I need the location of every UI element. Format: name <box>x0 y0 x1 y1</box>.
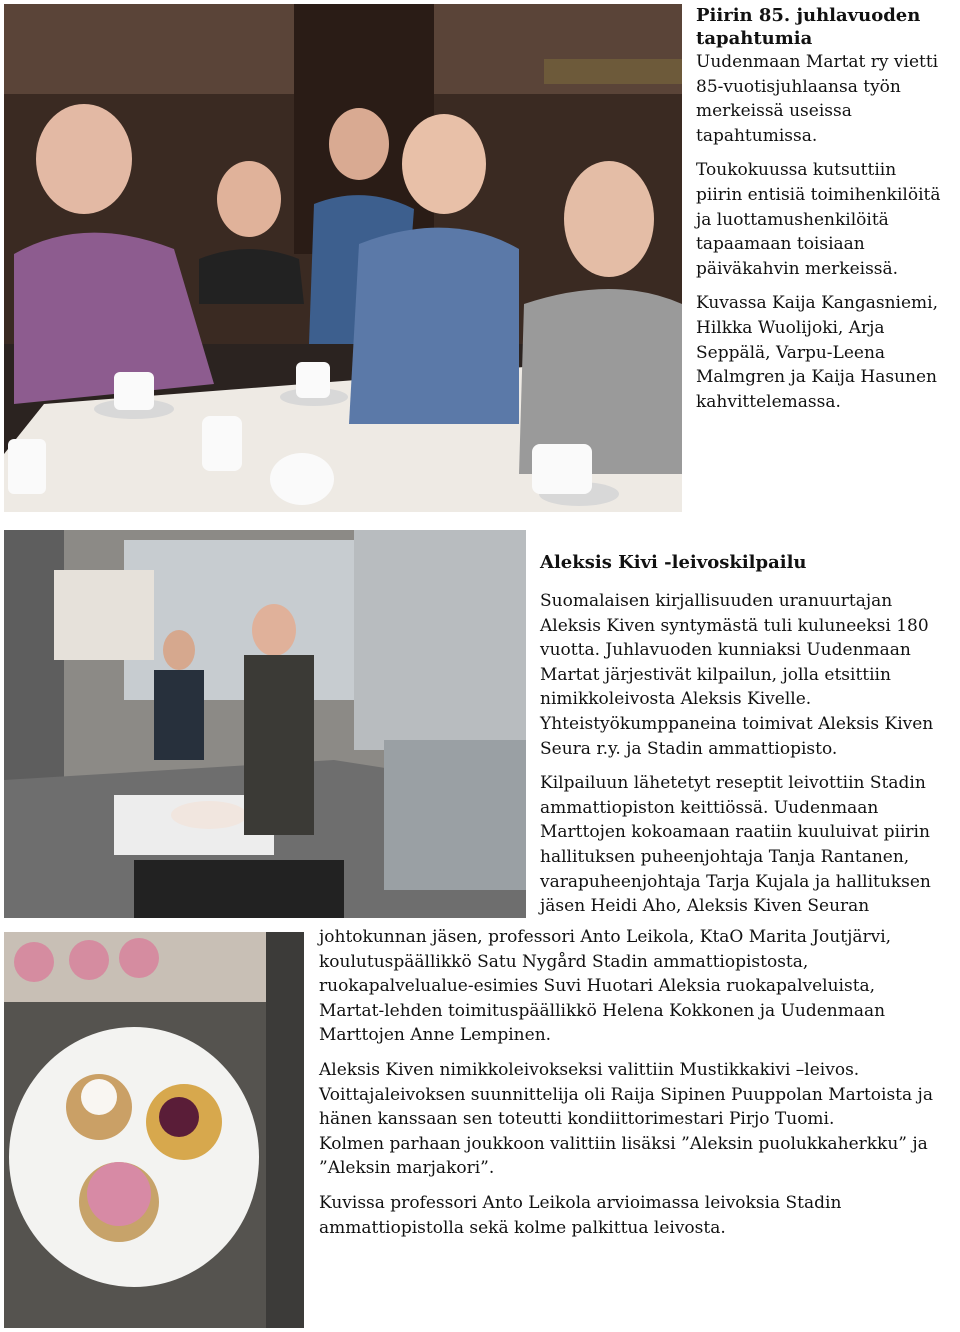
section-1-paragraph-1: Uudenmaan Martat ry vietti 85-vuotisjuhlaansa työn merkeissä useissa tapahtumissa. <box>696 52 939 146</box>
photo-coffee-gathering <box>4 4 682 512</box>
section-2-heading: Aleksis Kivi -leivoskilpailu <box>540 552 807 573</box>
section-2-paragraph-4: Kuvissa professori Anto Leikola arvioimassa leivoksia Stadin ammattiopistolla sekä kolme palkittua leivosta. <box>319 1192 842 1238</box>
section-1-text <box>696 4 958 414</box>
section-2-text <box>540 551 956 919</box>
photo-kitchen-judging <box>4 530 526 918</box>
section-1-heading: Piirin 85. juhlavuoden tapahtumia <box>696 5 921 49</box>
section-2-paragraph-1: Suomalaisen kirjallisuuden uranuurtajan Aleksis Kiven syntymästä tuli kuluneeksi 180 vuotta. Juhlavuoden kunniaksi Uudenmaan Martat järjestivät kilpailun, jolla etsittiin nimikkoleivosta Aleksis Kivelle. Yhteistyökumppaneina toimivat Aleksis Kiven Seura r.y. ja Stadin ammattiopisto. <box>540 591 934 759</box>
section-2-paragraph-3: Aleksis Kiven nimikkoleivokseksi valittiin Mustikkakivi –leivos. Voittajaleivoksen suunnittelija oli Raija Sipinen Puuppolan Martoista ja hänen kanssaan sen toteutti kondiittorimestari Pirjo Tuomi. Kolmen parhaan joukkoon valittiin lisäksi ”Aleksin puolukkaherkku” ja ”Aleksin marjakori”. <box>319 1059 933 1179</box>
section-2-paragraph-2-end: johtokunnan jäsen, professori Anto Leikola, KtaO Marita Joutjärvi, koulutuspäällikkö Satu Nygård Stadin ammattiopistosta, ruokapalvelualue-esimies Suvi Huotari Aleksia ruokapalveluista, Martat-lehden toimituspäällikkö Helena Kokkonen ja Uudenmaan Marttojen Anne Lempinen. <box>319 927 892 1046</box>
photo-three-pastries <box>4 932 304 1328</box>
section-2-lower-text <box>319 925 957 1240</box>
section-1-paragraph-2: Toukokuussa kutsuttiin piirin entisiä toimihenkilöitä ja luottamushenkilöitä tapaamaan toisiaan päiväkahvin merkeissä. <box>696 160 941 279</box>
section-2-paragraph-2-start: Kilpailuun lähetetyt reseptit leivottiin Stadin ammattiopiston keittiössä. Uudenmaan Marttojen kokoamaan raatiin kuuluivat piirin hallituksen puheenjohtaja Tanja Rantanen, varapuheenjohtaja Tarja Kujala ja hallituksen jäsen Heidi Aho, Aleksis Kiven Seuran <box>540 773 931 917</box>
section-1-paragraph-3: Kuvassa Kaija Kangasniemi, Hilkka Wuolijoki, Arja Seppälä, Varpu-Leena Malmgren ja Kaija Hasunen kahvittelemassa. <box>696 293 939 412</box>
